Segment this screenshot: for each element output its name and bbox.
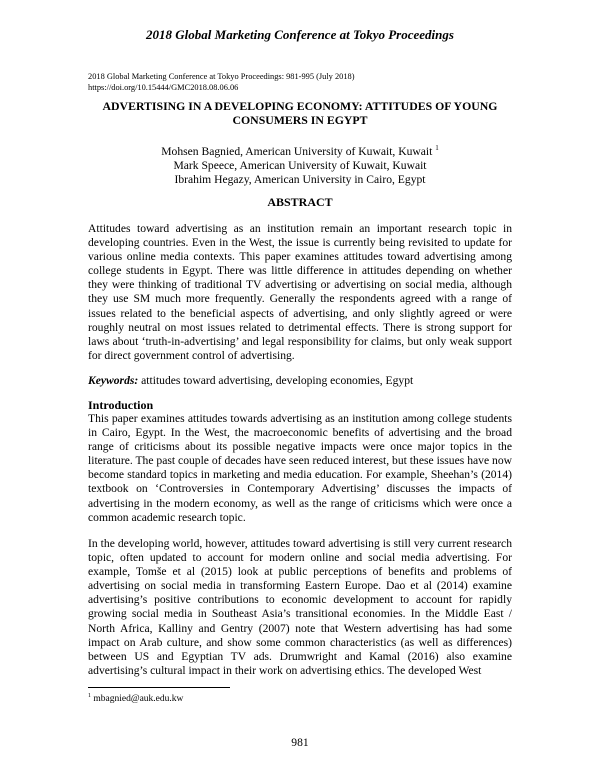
author-list xyxy=(88,141,512,188)
running-head: 2018 Global Marketing Conference at Tokyo Proceedings xyxy=(146,27,454,42)
author-line xyxy=(88,141,512,159)
citation-meta xyxy=(88,72,355,93)
body-paragraph: In the developing world, however, attitudes toward advertising is still very current research topic, often updated to account for modern online and social media advertising. For example, Tomše et al (2015) look at public perceptions of benefits and problems of advertising on social media in transforming Eastern Europe. Dao et al (2014) examine advertising’s positive contributions to economic development to account for rapidly growing social media in Southeast Asia’s transitional economies. In the Middle East / North Africa, Kalliny and Gentry (2007) note that Western advertising has had some impact on Arab culture, and show some common characteristics (as well as differences) between US and Egyptian TV ads. Drumwright and Kamal (2016) also examine advertising’s cultural impact in their work on advertising ethics. The developed West xyxy=(88,537,512,677)
citation-line: 2018 Global Marketing Conference at Tokyo Proceedings: 981-995 (July 2018) xyxy=(88,72,355,81)
doi-link[interactable]: https://doi.org/10.15444/GMC2018.08.06.06 xyxy=(88,82,239,92)
paper-title: ADVERTISING IN A DEVELOPING ECONOMY: ATTITUDES OF YOUNG CONSUMERS IN EGYPT xyxy=(102,99,498,127)
footnote xyxy=(88,693,183,704)
footnote-number: 1 xyxy=(88,693,91,699)
author-line: Mark Speece, American University of Kuwait, Kuwait xyxy=(173,159,427,173)
abstract-heading: ABSTRACT xyxy=(267,195,333,209)
body-paragraph: This paper examines attitudes towards advertising as an institution among college students in Cairo, Egypt. In the West, the macroeconomic benefits of advertising and the broad range of criticisms about its possible negative impacts were once major topics in the literature. The past couple of decades have seen reduced interest, but these issues have now become standard topics in marketing and media education. For example, Sheehan’s (2014) textbook on ‘Controversies in Contemporary Advertising’ discusses the impacts of advertising in the modern economy, as well as the range of criticisms which were once a common academic research topic. xyxy=(88,412,512,524)
footnote-mark: 1 xyxy=(435,144,439,152)
section-heading-introduction: Introduction xyxy=(88,398,154,412)
author-name: Mohsen Bagnied, American University of Kuwait, Kuwait xyxy=(161,145,433,158)
keywords-text: attitudes toward advertising, developing economies, Egypt xyxy=(138,374,414,387)
abstract-text: Attitudes toward advertising as an institution remain an important research topic in developing countries. Even in the West, the issue is currently being revisited to update for various online media contexts. This paper examines attitudes toward advertising among college students in Egypt. There was little difference in attitudes depending on whether they were thinking of traditional TV advertising or advertising on social media, although they use SM much more frequently. Generally the respondents agreed with a range of issues related to the beneficial aspects of advertising, and only slightly agreed or were roughly neutral on most issues related to detrimental effects. There is strong support for laws about ‘truth-in-advertising’ and legal responsibility for claims, but only weak support for direct government control of advertising. xyxy=(88,222,512,362)
keywords xyxy=(88,374,512,388)
author-line: Ibrahim Hegazy, American University in Cairo, Egypt xyxy=(174,173,426,187)
page-number: 981 xyxy=(291,736,309,749)
footnote-email[interactable]: mbagnied@auk.edu.kw xyxy=(91,694,184,704)
footnote-divider xyxy=(88,687,230,688)
keywords-label: Keywords: xyxy=(88,374,139,387)
